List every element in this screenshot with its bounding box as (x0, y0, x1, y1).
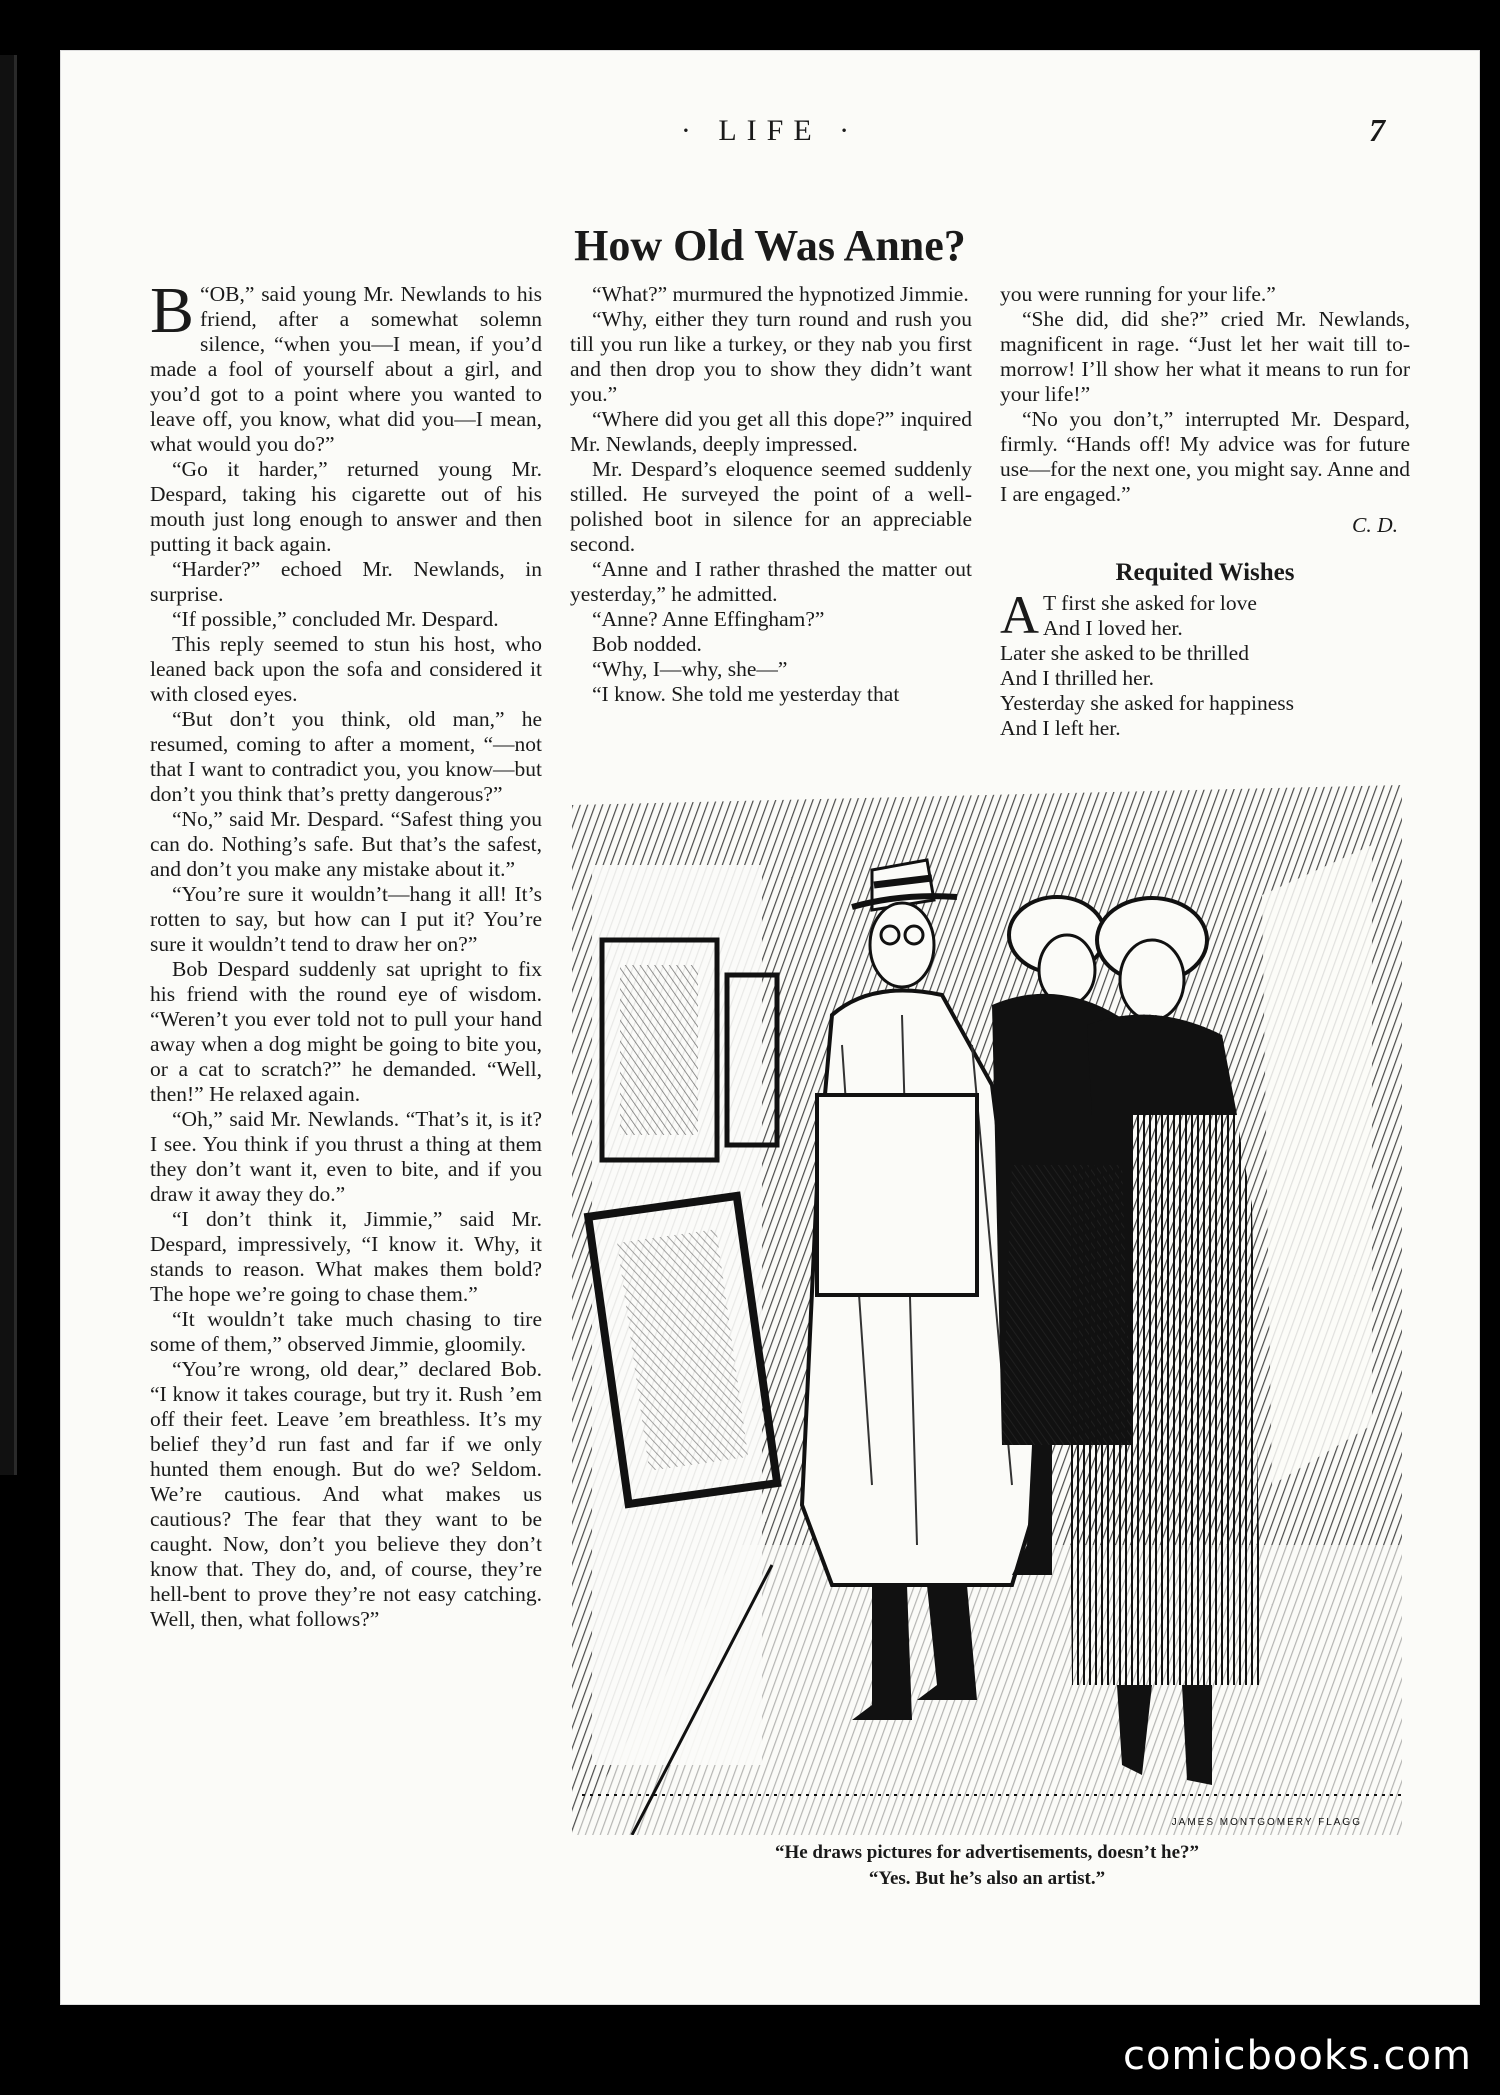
poem (1000, 585, 1410, 741)
paragraph: “No,” said Mr. Despard. “Safest thing you can do. Nothing’s safe. But that’s the safest, and don’t you make any mistake about it.” (150, 807, 542, 881)
paragraph: “Why, either they turn round and rush you till you run like a turkey, or they nab you first and then drop you to show they didn’t want you.” (570, 307, 972, 406)
paragraph: “If possible,” concluded Mr. Despard. (172, 607, 499, 631)
paragraph-continuation: you were running for your life.” (1000, 282, 1276, 306)
artist-signature: JAMES MONTGOMERY FLAGG (1171, 1817, 1362, 1828)
text-column-2 (570, 282, 972, 707)
poem-line: Later she asked to be thrilled (1000, 641, 1249, 665)
paragraph: “I don’t think it, Jimmie,” said Mr. Despard, impressively, “I know it. Why, it stands to reason. What makes them bold? The hope we’re going to chase them.” (150, 1207, 542, 1306)
paragraph: “Why, I—why, she—” (592, 657, 788, 681)
caption-line: “He draws pictures for advertisements, doesn’t he?” (774, 1842, 1200, 1863)
paragraph: “I know. She told me yesterday that (592, 682, 900, 706)
paragraph: “You’re wrong, old dear,” declared Bob. “I know it takes courage, but try it. Rush ’em off their feet. Leave ’em breathless. It’s my belief they’d run fast and far if we only hunted them enough. But do we? Seldom. We’re cautious. And what makes us cautious? The fear that they want to be caught. Now, don’t you believe they don’t know that. They do, and, of course, they’re hell-bent to prove they’re not easy catching. Well, then, what follows?” (150, 1357, 542, 1631)
poem-line-text: T first she asked for love (1043, 591, 1257, 615)
poem-line: And I loved her. (1043, 616, 1183, 640)
paragraph: “Harder?” echoed Mr. Newlands, in surprise. (150, 557, 542, 606)
poem-line: And I left her. (1000, 716, 1121, 740)
paragraph: “Oh,” said Mr. Newlands. “That’s it, is it? I see. You think if you thrust a thing at them they don’t want it, even to bite, and if you draw it away they do.” (150, 1107, 542, 1206)
paragraph: Bob Despard suddenly sat upright to fix his friend with the round eye of wisdom. “Weren’t you ever told not to pull your hand away when a dog might be going to bite you, or a cat to scratch?” he demanded. “Well, then!” He relaxed again. (150, 957, 542, 1106)
byline: C. D. (1352, 513, 1398, 537)
poem-title: Requited Wishes (1115, 559, 1295, 586)
paragraph-text: OB,” said young Mr. Newlands to his friend, after a somewhat solemn silence, “when you—I mean, if you’d made a fool of yourself about a girl, and you’d got to a point where you wanted to leave off, you know, what did you—I mean, what would you do?” (150, 282, 542, 456)
paragraph: “It wouldn’t take much chasing to tire some of them,” observed Jimmie, gloomily. (150, 1307, 542, 1356)
paragraph: “Go it harder,” returned young Mr. Despard, taking his cigarette out of his mouth just long enough to answer and then putting it back again. (150, 457, 542, 556)
paragraph: “Anne and I rather thrashed the matter out yesterday,” he admitted. (570, 557, 972, 606)
poem-line: And I thrilled her. (1000, 666, 1155, 690)
paragraph: Bob nodded. (592, 632, 702, 656)
paragraph: “Anne? Anne Effingham?” (592, 607, 825, 631)
paragraph: “No you don’t,” interrupted Mr. Despard, firmly. “Hands off! My advice was for future use—for the next one, you might say. Anne and I are engaged.” (1000, 407, 1410, 506)
paragraph: This reply seemed to stun his host, who leaned back upon the sofa and considered it with closed eyes. (150, 632, 542, 706)
magazine-page (60, 50, 1480, 2005)
text-column-1 (150, 274, 542, 1632)
watermark: comicbooks.com (1122, 2033, 1472, 2079)
drop-cap: B (150, 274, 195, 347)
text-column-3 (1000, 282, 1410, 741)
portfolio (817, 1095, 977, 1295)
paragraph: “But don’t you think, old man,” he resumed, coming to after a moment, “—not that I want to contradict you, you know—but don’t you think that’s pretty dangerous?” (150, 707, 542, 806)
paragraph: Mr. Despard’s eloquence seemed suddenly stilled. He surveyed the point of a well-polished boot in silence for an appreciable second. (570, 457, 972, 556)
illustration-caption (572, 1840, 1402, 1892)
article-title: How Old Was Anne? (574, 221, 966, 270)
page-number: 7 (1369, 112, 1385, 148)
first-paragraph: “ B OB,” said young Mr. Newlands to his friend, after a somewhat solemn silence, “when you—I mean, if you’d made a fool of yourself about a girl, and you’d got to a point where you wanted to leave off, you know, what did you—I mean, what would you do?” (150, 274, 542, 456)
poem-line: Yesterday she asked for happiness (1000, 691, 1294, 715)
poem-drop-cap: A (1000, 585, 1039, 645)
caption-line: “Yes. But he’s also an artist.” (868, 1868, 1106, 1889)
paragraph: “You’re sure it wouldn’t—hang it all! It’s rotten to say, but how can I put it? You’re sure it wouldn’t tend to draw her on?” (150, 882, 542, 956)
running-head: · LIFE · (680, 114, 860, 147)
gallery-illustration (572, 785, 1402, 1835)
binding-strip (0, 55, 17, 1475)
paragraph: “Where did you get all this dope?” inquired Mr. Newlands, deeply impressed. (570, 407, 972, 456)
paragraph: “What?” murmured the hypnotized Jimmie. (592, 282, 969, 306)
paragraph: “She did, did she?” cried Mr. Newlands, magnificent in rage. “Just let her wait till to-morrow! I’ll show her what it means to run for your life!” (1000, 307, 1410, 406)
